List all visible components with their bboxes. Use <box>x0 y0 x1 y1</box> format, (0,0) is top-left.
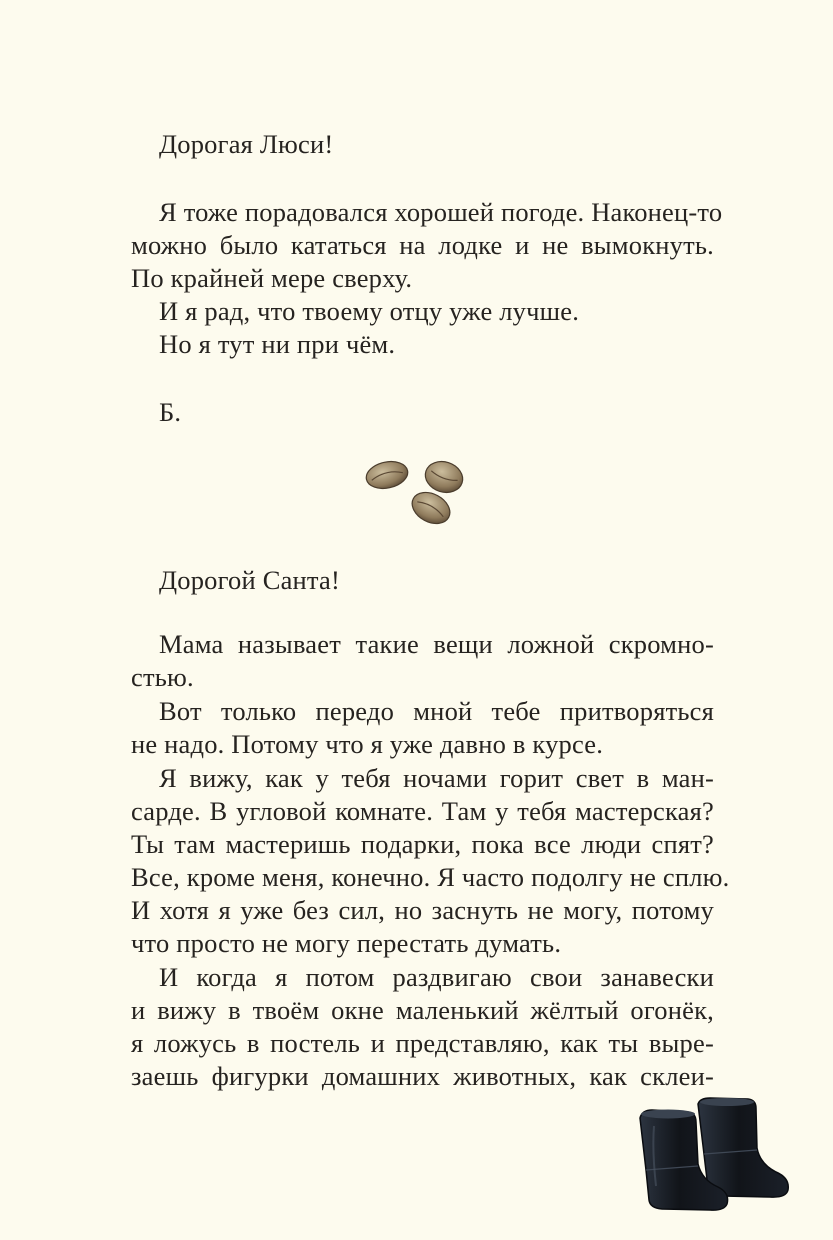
boot-back <box>698 1098 788 1197</box>
seed-left <box>364 458 410 492</box>
letter1-p1-line3: По крайней мере сверху. <box>131 263 413 293</box>
letter2-p3-line4: Все, кроме меня, конечно. Я часто подолгу не сплю. <box>131 862 730 892</box>
letter1-greeting: Дорогая Люси! <box>159 129 334 159</box>
letter2-p3-line3: Ты там мастеришь подарки, пока все люди спят? <box>131 829 714 859</box>
letter2-p2-line2: не надо. Потому что я уже давно в курсе. <box>131 729 604 759</box>
letter1-signature: Б. <box>159 397 182 427</box>
letter2-p4-line4: заешь фигурки домашних животных, как склеи- <box>131 1061 714 1091</box>
seed-right <box>421 457 466 497</box>
letter2-p2-line1: Вот только передо мной тебе притворяться <box>159 696 714 726</box>
letter1-p1-line2: можно было кататься на лодке и не вымокнуть. <box>131 230 714 260</box>
letter2-greeting: Дорогой Санта! <box>159 565 341 595</box>
letter2-p1-line1: Мама называет такие вещи ложной скромно- <box>159 629 714 659</box>
seeds-icon <box>356 450 486 530</box>
letter2-p3-line1: Я вижу, как у тебя ночами горит свет в ман- <box>159 763 714 793</box>
letter2-p4-line3: я ложусь в постель и представляю, как ты выре- <box>131 1028 714 1058</box>
letter2-p3-line2: сарде. В угловой комнате. Там у тебя мастерская? <box>131 796 714 826</box>
letter2-p4-line1: И когда я потом раздвигаю свои занавески <box>159 962 714 992</box>
letter1-p2: И я рад, что твоему отцу уже лучше. <box>159 296 580 326</box>
letter1-p3: Но я тут ни при чём. <box>159 329 396 359</box>
letter2-p1-line2: стью. <box>131 662 194 692</box>
boots-icon <box>630 1090 800 1215</box>
letter1-p1-line1: Я тоже порадовался хорошей погоде. Наконец-то <box>159 197 723 227</box>
letter2-p3-line5: И хотя я уже без сил, но заснуть не могу, потому <box>131 895 714 925</box>
letter2-p3-line6: что просто не могу перестать думать. <box>131 928 562 958</box>
letter2-p4-line2: и вижу в твоём окне маленький жёлтый огонёк, <box>131 995 714 1025</box>
